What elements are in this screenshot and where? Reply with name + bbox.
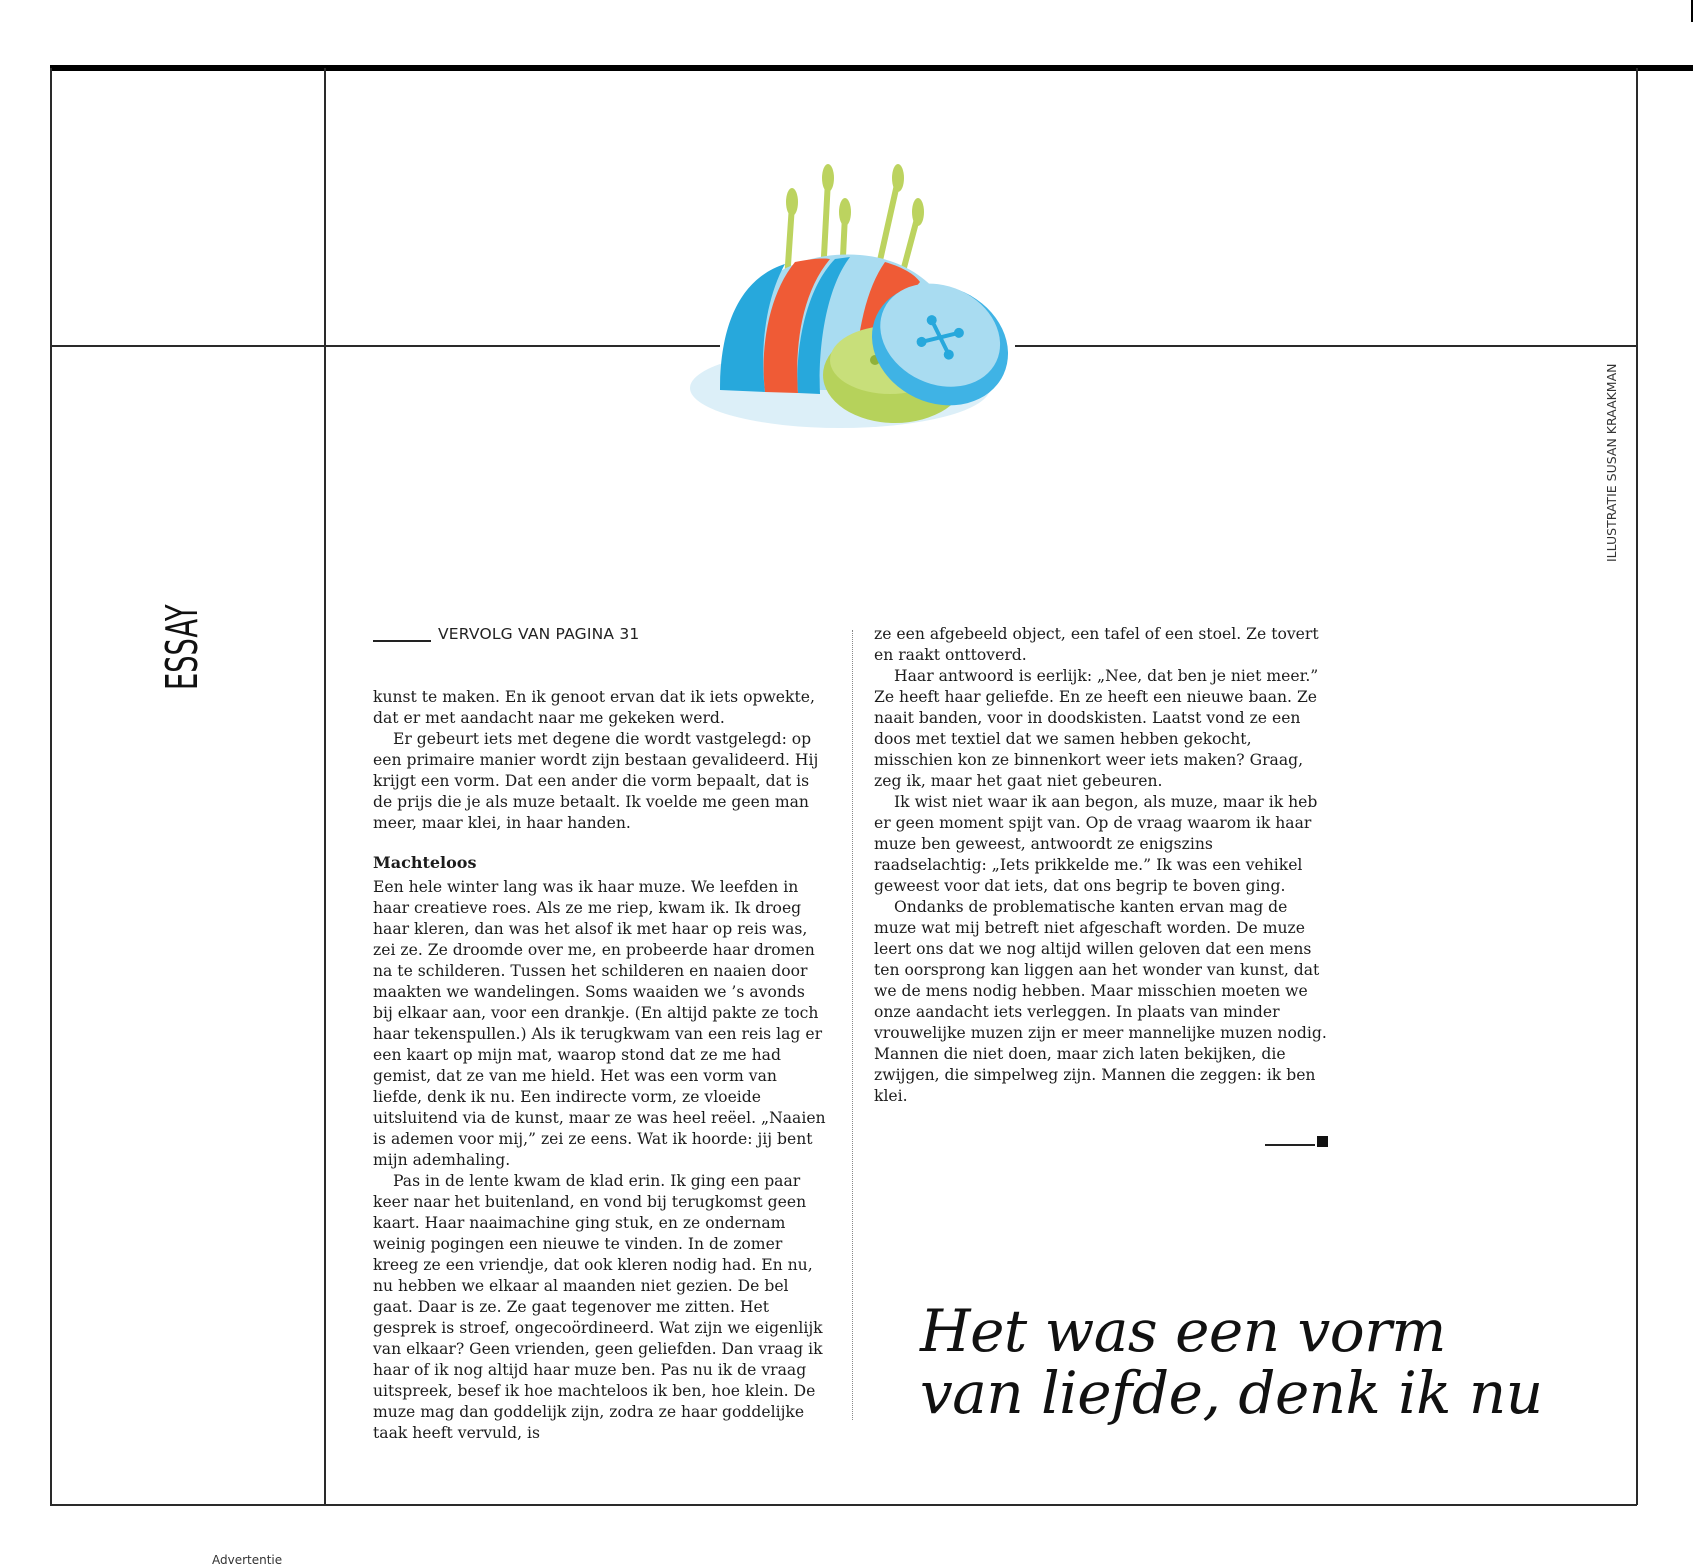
end-mark-rule <box>1265 1144 1315 1146</box>
advertisement-label: Advertentie <box>212 1553 283 1567</box>
kicker-rule <box>373 640 431 642</box>
paragraph: Ondanks de problematische kanten ervan mag de muze wat mij betreft niet afgeschaft worden. De muze leert ons dat we nog altijd willen geloven dat een mens ten oorsprong kan liggen aan het wonder van kunst, dat we de mens nodig hebben. Maar misschien moeten we onze aandacht iets verleggen. In plaats van minder vrouwelijke muzen zijn er meer mannelijke muzen nodig. Mannen die niet doen, maar zich laten bekijken, die zwijgen, die simpelweg zijn. Mannen die zeggen: ik ben klei. <box>874 898 1327 1105</box>
paragraph: Haar antwoord is eerlijk: „Nee, dat ben je niet meer.” Ze heeft haar geliefde. En ze heeft een nieuwe baan. Ze naait banden, voor in doodskisten. Laatst vond ze een doos met textiel dat we samen hebben gekocht, misschien kon ze binnenkort weer iets maken? Graag, zeg ik, maar het gaat niet gebeuren. <box>874 667 1319 790</box>
pull-quote-line: van liefde, denk ik nu <box>920 1359 1543 1427</box>
paragraph: Ik wist niet waar ik aan begon, als muze, maar ik heb er geen moment spijt van. Op de vraag waarom ik haar muze ben geweest, antwoordt ze enigszins raadselachtig: „Iets prikkelde me.” Ik was een vehikel geweest voor dat iets, dat ons begrip te boven ging. <box>874 793 1318 895</box>
subheading: Machteloos <box>373 853 477 872</box>
top-rule <box>50 65 1693 71</box>
continued-from-label: VERVOLG VAN PAGINA 31 <box>438 625 640 643</box>
paragraph: Een hele winter lang was ik haar muze. We leefden in haar creatieve roes. Als ze me riep, kwam ik. Ik droeg haar kleren, dan was het alsof ik met haar op reis was, zei ze. Ze droomde over me, en probeerde haar dromen na te schilderen. Tussen het schilderen en naaien door maakten we wandelingen. Soms waaiden we ’s avonds bij elkaar aan, voor een drankje. (En altijd pakte ze toch haar tekenspullen.) Als ik terugkwam van een reis lag er een kaart op mijn mat, waarop stond dat ze me had gemist, dat ze van me hield. Het was een vorm van liefde, denk ik nu. Een indirecte vorm, ze vloeide uitsluitend via de kunst, maar ze was heel reëel. „Naaien is ademen voor mij,” zei ze eens. Wat ik hoorde: jij bent mijn ademhaling. <box>373 878 826 1169</box>
pull-quote <box>920 1297 1600 1427</box>
paragraph: Er gebeurt iets met degene die wordt vastgelegd: op een primaire manier wordt zijn bestaan gevalideerd. Hij krijgt een vorm. Dat een ander die vorm bepaalt, dat is de prijs die je als muze betaalt. Ik voelde me geen man meer, maar klei, in haar handen. <box>373 730 819 832</box>
pincushion-illustration <box>690 160 1050 460</box>
column-divider <box>852 630 853 1420</box>
section-label: ESSAY <box>157 604 208 690</box>
illustration-credit: ILLUSTRATIE SUSAN KRAAKMAN <box>1604 363 1619 562</box>
paragraph: Pas in de lente kwam de klad erin. Ik ging een paar keer naar het buitenland, en vond bij terugkomst geen kaart. Haar naaimachine ging stuk, en ze ondernam weinig pogingen een nieuwe te vinden. In de zomer kreeg ze een vriendje, dat ook kleren nodig had. En nu, nu hebben we elkaar al maanden niet gezien. De bel gaat. Daar is ze. Ze gaat tegenover me zitten. Het gesprek is stroef, ongecoördineerd. Wat zijn we eigenlijk van elkaar? Geen vrienden, geen geliefden. Dan vraag ik haar of ik nog altijd haar muze ben. Pas nu ik de vraag uitspreek, besef ik hoe machteloos ik ben, hoe klein. De muze mag dan goddelijk zijn, zodra ze haar goddelijke taak heeft vervuld, is <box>373 1172 823 1442</box>
end-mark-square <box>1317 1136 1328 1147</box>
frame-bottom-line <box>50 1504 1637 1506</box>
frame-inner-line <box>324 68 326 1505</box>
pull-quote-line: Het was een vorm <box>920 1297 1446 1365</box>
frame-mid-line-left <box>50 345 720 347</box>
frame-left-line <box>50 68 52 1505</box>
frame-mid-line-right <box>1015 345 1638 347</box>
paragraph: kunst te maken. En ik genoot ervan dat ik iets opwekte, dat er met aandacht naar me gekeken werd. <box>373 688 815 727</box>
article-column-2 <box>874 624 1329 1107</box>
paragraph: ze een afgebeeld object, een tafel of een stoel. Ze tovert en raakt onttoverd. <box>874 625 1319 664</box>
frame-right-line <box>1636 68 1638 1505</box>
article-column-1 <box>373 687 828 1444</box>
